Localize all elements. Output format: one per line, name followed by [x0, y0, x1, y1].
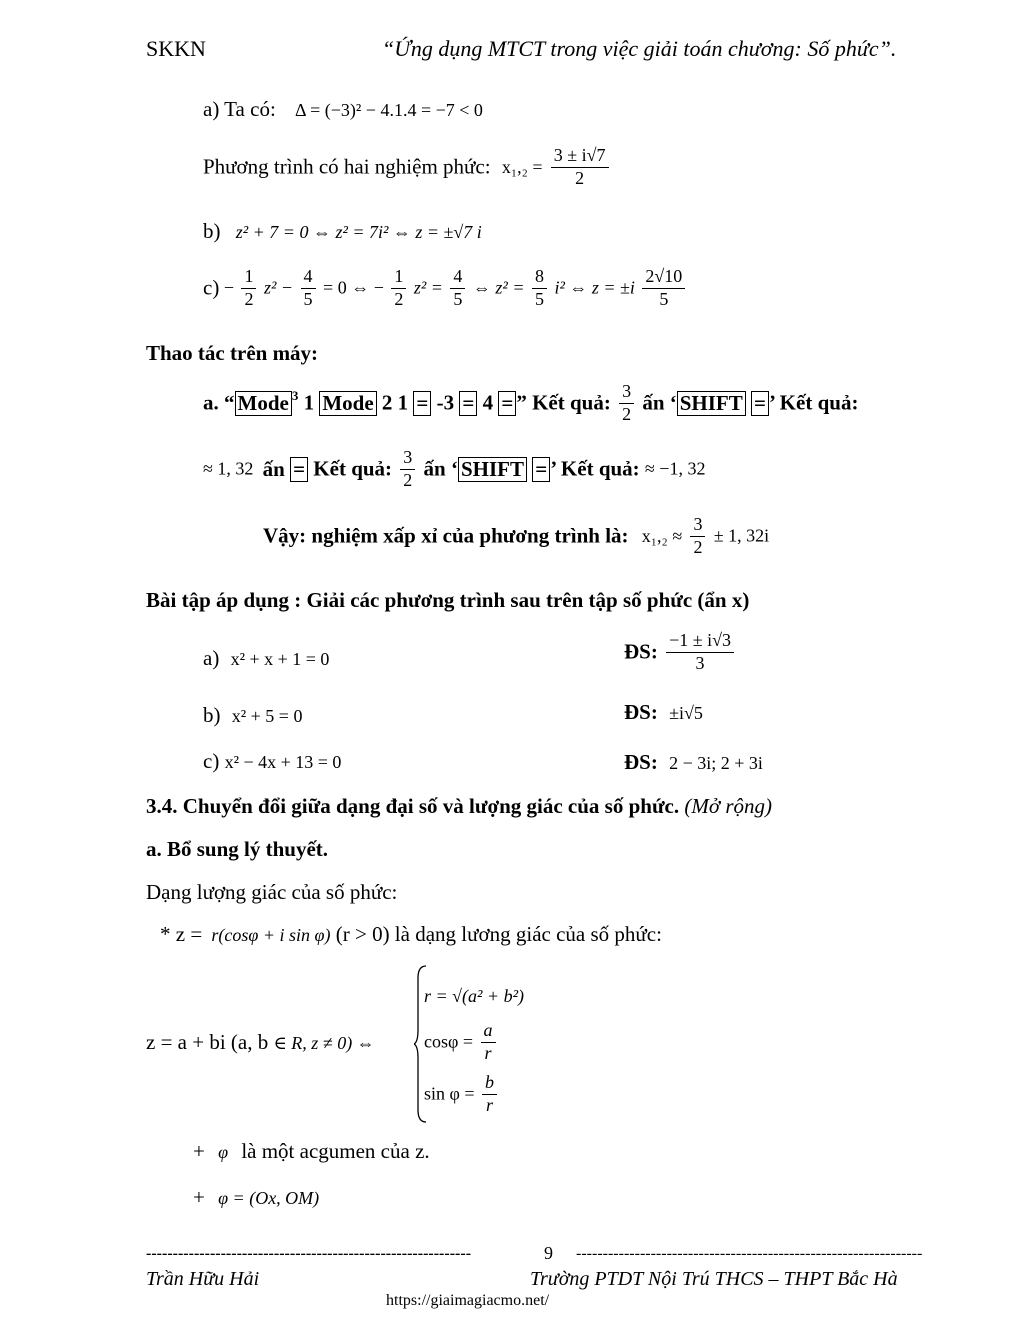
exercise-a-answer: [624, 630, 737, 674]
note-symbol: φ: [218, 1142, 229, 1162]
note-2: [193, 1185, 319, 1210]
frac-num: 2√10: [642, 266, 685, 289]
key-mode: Mode: [235, 391, 292, 416]
trig-definition: [160, 922, 662, 947]
ops-line-1: [203, 381, 858, 425]
subsection-title: a. Bổ sung lý thuyết.: [146, 837, 329, 861]
header-title: “Ứng dụng MTCT trong việc giải toán chương: Số phức”.: [382, 36, 897, 61]
section-note: (Mở rộng): [684, 794, 772, 818]
sin-fraction: [482, 1072, 497, 1116]
ops-approx: ≈ −1, 32: [644, 458, 706, 479]
footer-dashes-right: -----------------------------------------------------------------: [576, 1245, 923, 1262]
ops-text: ” Kết quả:: [516, 390, 611, 415]
exercise-label: c): [203, 749, 220, 773]
exercise-a: [203, 646, 329, 671]
note-symbol: φ = (Ox, OM): [218, 1188, 320, 1208]
frac-num: 3: [619, 381, 634, 404]
frac-den: 5: [303, 288, 313, 309]
ops-text: 1: [298, 390, 320, 415]
footer-author: Trần Hữu Hải: [146, 1268, 260, 1290]
frac-num: 3: [400, 447, 415, 470]
footer-dashes-left: -------------------------------------------------------------: [146, 1245, 472, 1262]
system-r: r = √(a² + b²): [424, 986, 524, 1006]
system-lhs: [146, 1030, 375, 1055]
frac-den: 3: [695, 652, 705, 673]
part-b-expr: z² + 7 = 0 ⇔ z² = 7i² ⇔ z = ±√7 i: [235, 222, 482, 242]
frac-num: a: [481, 1020, 496, 1043]
answer-label: ĐS:: [624, 639, 658, 664]
exercise-b: [203, 703, 302, 728]
part-c: c) − $\frac{1}{2}$ z² − $\frac{4}{5}$ = 0 ⇔ − $\frac{1}{2}$ z² = $\frac{4}{5}$ ⇔ z² = $\frac{8}{5}$ i² ⇔ z = ±i $\frac{2√10}{5}$: [203, 266, 688, 310]
page-number: 9: [544, 1243, 553, 1263]
frac-num: 1: [391, 266, 406, 289]
frac-num: 8: [532, 266, 547, 289]
ops-line-2: [203, 447, 705, 491]
system-lhs-text: z = a + bi (a, b: [146, 1030, 269, 1054]
key-mode: Mode: [319, 391, 376, 416]
ops-text: ’ Kết quả:: [769, 390, 859, 415]
cos-fraction: [481, 1020, 496, 1064]
frac-den: 2: [622, 403, 632, 424]
conclusion-rhs: ± 1, 32i: [713, 525, 770, 546]
ops-text: a. “: [203, 390, 235, 415]
key-equals: =: [290, 457, 308, 482]
note-plus: +: [193, 1185, 205, 1209]
exercise-label: b): [203, 703, 221, 727]
ops-text: ấn ‘: [642, 390, 677, 415]
roots-denominator: 2: [575, 167, 585, 188]
key-shift: SHIFT: [458, 457, 527, 482]
roots-line: [203, 145, 612, 189]
frac-num: b: [482, 1072, 497, 1095]
answer-value: ±i√5: [669, 703, 703, 723]
ops-text: 4: [477, 390, 499, 415]
sin-lhs: sin φ =: [424, 1083, 475, 1104]
discriminant: Δ = (−3)² − 4.1.4 = −7 < 0: [295, 100, 483, 120]
roots-fraction: [551, 145, 609, 189]
part-b: [203, 219, 482, 244]
answer-label: ĐS:: [624, 700, 658, 724]
frac-den: 2: [244, 288, 254, 309]
note-text: là một acgumen của z.: [241, 1139, 430, 1163]
ops-sup: 3: [291, 387, 299, 403]
key-equals: =: [751, 391, 769, 416]
frac-4: [450, 266, 465, 310]
system-lhs-math: ∈ R, z ≠ 0) ⇔: [273, 1033, 375, 1053]
roots-numerator: 3 ± i√7: [551, 145, 609, 168]
frac-6: [642, 266, 685, 310]
header-left: SKKN: [146, 36, 206, 61]
ops-text: ’ Kết quả:: [550, 456, 640, 481]
exercise-eq: x² + x + 1 = 0: [230, 649, 330, 669]
frac-num: 4: [301, 266, 316, 289]
conclusion: [263, 514, 769, 558]
ops-approx: ≈ 1, 32: [203, 458, 254, 479]
ops-fraction: [400, 447, 415, 491]
frac-1: [241, 266, 256, 310]
section-title: 3.4. Chuyển đổi giữa dạng đại số và lượng giác của số phức.: [146, 794, 680, 818]
frac-den: 5: [534, 288, 544, 309]
frac-den: 2: [394, 288, 404, 309]
key-equals: =: [532, 457, 550, 482]
trig-rest: (r > 0) là dạng lương giác của số phức:: [335, 922, 662, 946]
ops-fraction: [619, 381, 634, 425]
ops-title: Thao tác trên máy:: [146, 341, 319, 365]
frac-num: 1: [241, 266, 256, 289]
ops-text: -3: [431, 390, 460, 415]
key-equals: =: [413, 391, 431, 416]
frac-den: r: [486, 1094, 494, 1115]
trig-form: r(cosφ + i sin φ): [211, 925, 331, 945]
trig-intro: Dạng lượng giác của số phức:: [146, 880, 398, 904]
frac-den: 5: [659, 288, 669, 309]
ops-text: ấn: [262, 456, 285, 481]
roots-lhs: x₁,₂ =: [501, 156, 543, 177]
ops-text: Kết quả:: [313, 456, 393, 481]
frac-den: 5: [453, 288, 463, 309]
exercise-title: Bài tập áp dụng : Giải các phương trình sau trên tập số phức (ẩn x): [146, 588, 750, 612]
exercise-c-answer: [624, 750, 763, 775]
exercise-c: [203, 749, 341, 774]
frac-den: r: [484, 1042, 492, 1063]
ops-text: 2 1: [376, 390, 414, 415]
exercise-eq: x² − 4x + 13 = 0: [224, 752, 342, 772]
key-equals: =: [498, 391, 516, 416]
system-cos: [424, 1020, 499, 1064]
conclusion-lhs: x₁,₂ ≈: [641, 525, 683, 546]
part-a: [203, 97, 483, 122]
ops-text: ấn ‘: [423, 456, 458, 481]
frac-2: [301, 266, 316, 310]
answer-label: ĐS:: [624, 750, 658, 774]
frac-den: 2: [693, 536, 703, 557]
part-a-label: a) Ta có:: [203, 97, 276, 121]
frac-num: 4: [450, 266, 465, 289]
frac-num: −1 ± i√3: [666, 630, 734, 653]
part-c-label: c): [203, 275, 220, 300]
footer-school: Trường PTDT Nội Trú THCS – THPT Bắc Hà: [530, 1268, 898, 1290]
exercise-label: a): [203, 646, 220, 670]
note-1: [193, 1139, 430, 1164]
note-plus: +: [193, 1139, 205, 1163]
roots-text: Phương trình có hai nghiệm phức:: [203, 154, 491, 179]
answer-value: 2 − 3i; 2 + 3i: [669, 753, 763, 773]
frac-5: [532, 266, 547, 310]
cos-lhs: cosφ =: [424, 1031, 474, 1052]
conclusion-fraction: [690, 514, 705, 558]
frac-den: 2: [403, 469, 413, 490]
key-shift: SHIFT: [677, 391, 746, 416]
exercise-eq: x² + 5 = 0: [231, 706, 303, 726]
key-equals: =: [459, 391, 477, 416]
frac-num: 3: [690, 514, 705, 537]
answer-fraction: [666, 630, 734, 674]
section-heading: [146, 794, 772, 819]
exercise-b-answer: [624, 700, 703, 725]
trig-star: * z =: [160, 922, 203, 946]
footer-url[interactable]: https://giaimagiacmo.net/: [386, 1292, 550, 1309]
frac-3: [391, 266, 406, 310]
part-b-label: b): [203, 219, 221, 243]
system-sin: [424, 1072, 500, 1116]
conclusion-text: Vậy: nghiệm xấp xỉ của phương trình là:: [263, 523, 629, 548]
